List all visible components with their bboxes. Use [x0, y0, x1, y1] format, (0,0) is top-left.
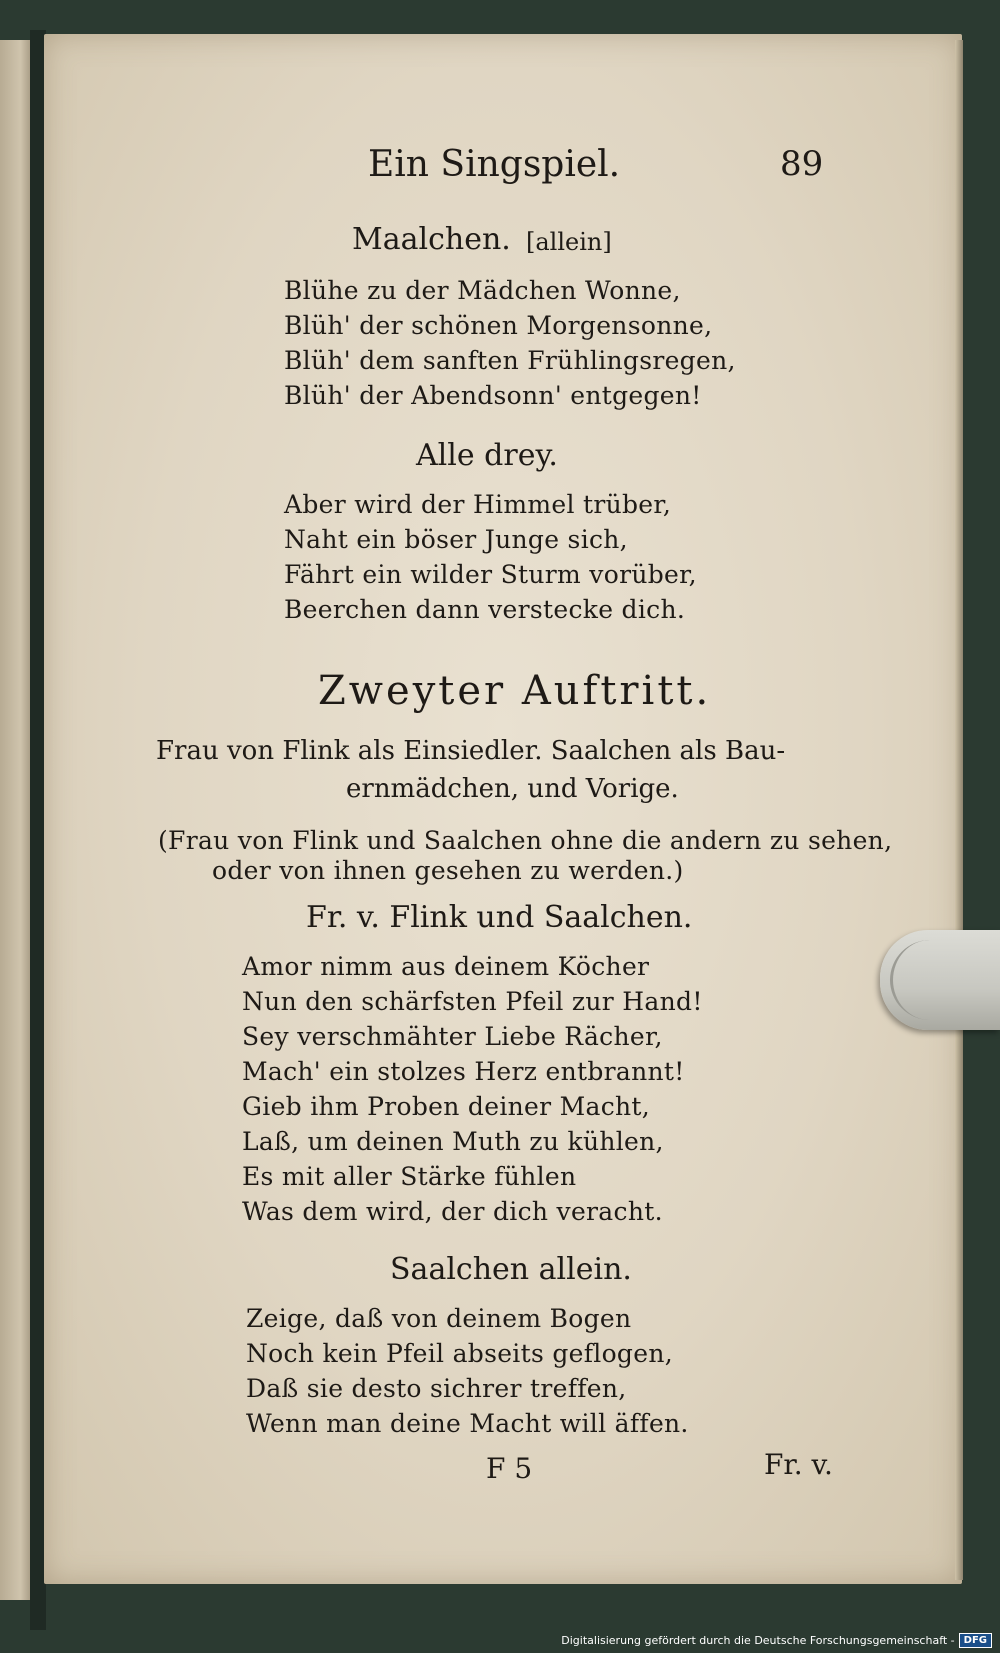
verse-line: Laß, um deinen Muth zu kühlen,: [242, 1127, 664, 1156]
digitization-credit: [561, 1631, 992, 1649]
catchword: Fr. v.: [764, 1448, 833, 1481]
verse-line: Was dem wird, der dich veracht.: [242, 1197, 663, 1226]
verse-line: Zeige, daß von deinem Bogen: [246, 1304, 632, 1333]
verse-line: Mach' ein stolzes Herz entbrannt!: [242, 1057, 685, 1086]
speaker-flink-saalchen: Fr. v. Flink und Saalchen.: [306, 900, 693, 935]
verse-line: Daß sie desto sichrer treffen,: [246, 1374, 627, 1403]
verse-line: Blüh' dem sanften Frühlingsregen,: [284, 346, 736, 375]
verse-line: Noch kein Pfeil abseits geflogen,: [246, 1339, 673, 1368]
verse-line: Sey verschmähter Liebe Rächer,: [242, 1022, 663, 1051]
stage-direction-allein: [allein]: [526, 228, 612, 256]
dfg-logo-icon: DFG: [959, 1633, 992, 1648]
stage-direction-line: oder von ihnen gesehen zu werden.): [212, 856, 684, 885]
speaker-maalchen: Maalchen.: [352, 222, 511, 257]
cast-list-line: ernmädchen, und Vorige.: [346, 774, 679, 804]
verse-line: Gieb ihm Proben deiner Macht,: [242, 1092, 651, 1121]
verse-line: Fährt ein wilder Sturm vorüber,: [284, 560, 697, 589]
page-clip-inner: [890, 940, 963, 1020]
verse-line: Blüh' der Abendsonn' entgegen!: [284, 381, 702, 410]
verse-line: Blüh' der schönen Morgensonne,: [284, 311, 713, 340]
verse-line: Beerchen dann verstecke dich.: [284, 595, 686, 624]
running-title: Ein Singspiel.: [368, 144, 621, 185]
speaker-saalchen: Saalchen allein.: [390, 1252, 632, 1287]
stage-direction-line: (Frau von Flink und Saalchen ohne die andern zu sehen,: [158, 826, 893, 855]
credit-text: Digitalisierung gefördert durch die Deutsche Forschungsgemeinschaft -: [561, 1633, 955, 1647]
verse-line: Wenn man deine Macht will äffen.: [246, 1409, 689, 1438]
left-page-edge: [0, 40, 34, 1600]
page-clip: [880, 930, 1000, 1030]
verse-line: Naht ein böser Junge sich,: [284, 525, 628, 554]
verse-line: Nun den schärfsten Pfeil zur Hand!: [242, 987, 703, 1016]
verse-line: Aber wird der Himmel trüber,: [284, 490, 672, 519]
page-fore-edge: [955, 40, 963, 1580]
verse-line: Blühe zu der Mädchen Wonne,: [284, 276, 681, 305]
verse-line: Es mit aller Stärke fühlen: [242, 1162, 577, 1191]
page-number: 89: [780, 144, 824, 184]
speaker-alle-drey: Alle drey.: [416, 438, 558, 473]
scene-heading: Zweyter Auftritt.: [318, 668, 712, 714]
cast-list-line: Frau von Flink als Einsiedler. Saalchen als Bau-: [156, 736, 786, 766]
verse-line: Amor nimm aus deinem Köcher: [242, 952, 650, 981]
signature-mark: F 5: [486, 1452, 533, 1485]
